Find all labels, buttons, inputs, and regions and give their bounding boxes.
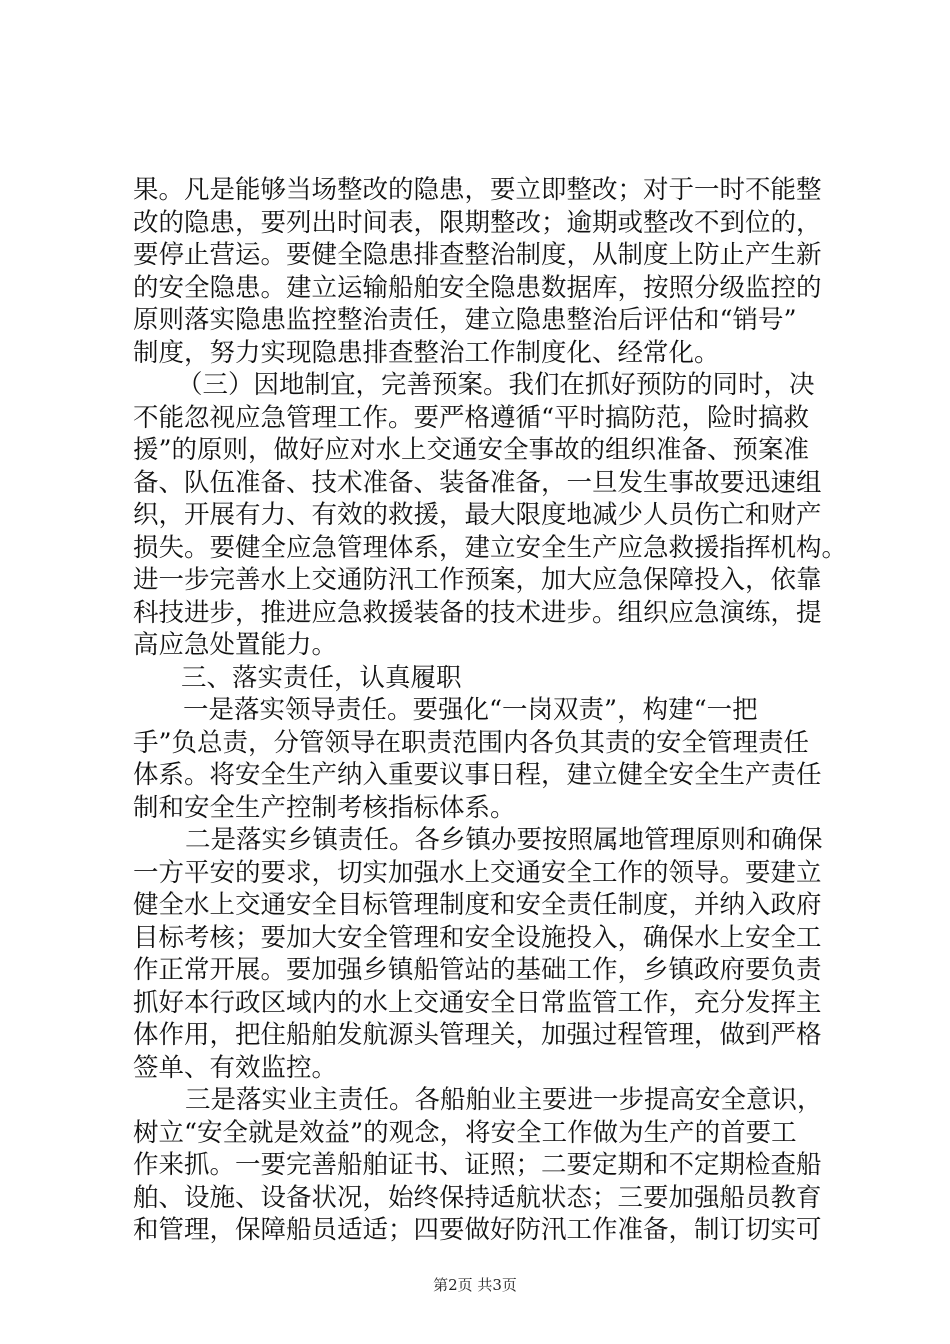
text-line: 科技进步，推进应急救援装备的技术进步。组织应急演练，提 [133,597,822,628]
text-line: 手”负总责，分管领导在职责范围内各负其责的安全管理责任 [133,727,810,758]
text-line: 树立“安全就是效益”的观念，将安全工作做为生产的首要工 [133,1117,797,1148]
text-line: 制度，努力实现隐患排查整治工作制度化、经常化。 [133,337,720,368]
text-line: 改的隐患，要列出时间表，限期整改；逾期或整改不到位的， [133,207,822,238]
text-line: 健全水上交通安全目标管理制度和安全责任制度，并纳入政府 [133,890,822,920]
text-line: （三）因地制宜，完善预案。我们在抓好预防的同时，决 [177,370,815,400]
text-line: 进一步完善水上交通防汛工作预案，加大应急保障投入，依靠 [133,565,822,595]
text-line: 援”的原则，做好应对水上交通安全事故的组织准备、预案准 [133,435,810,465]
text-line: 不能忽视应急管理工作。要严格遵循“平时搞防范，险时搞救 [133,402,810,433]
text-line: 舶、设施、设备状况，始终保持适航状态；三要加强船员教育 [133,1182,822,1213]
text-line: 体系。将安全生产纳入重要议事日程，建立健全安全生产责任 [133,760,822,790]
text-line: 织，开展有力、有效的救援，最大限度地减少人员伤亡和财产 [133,500,822,530]
text-line: 制和安全生产控制考核指标体系。 [133,792,516,823]
text-line: 一方平安的要求，切实加强水上交通安全工作的领导。要建立 [133,857,822,888]
text-line: 的安全隐患。建立运输船舶安全隐患数据库，按照分级监控的 [133,272,822,303]
text-line: 签单、有效监控。 [133,1052,338,1083]
text-line: 作来抓。一要完善船舶证书、证照；二要定期和不定期检查船 [133,1150,822,1180]
section-heading: 三、落实责任，认真履职 [181,662,462,693]
text-line: 目标考核；要加大安全管理和安全设施投入，确保水上安全工 [133,922,822,953]
text-line: 损失。要健全应急管理体系，建立安全生产应急救援指挥机构。 [133,532,848,563]
text-line: 体作用，把住船舶发航源头管理关，加强过程管理，做到严格 [133,1020,822,1050]
text-line: 和管理，保障船员适适；四要做好防汛工作准备，制订切实可 [133,1215,822,1245]
text-line: 高应急处置能力。 [133,630,338,660]
text-line: 作正常开展。要加强乡镇船管站的基础工作，乡镇政府要负责 [133,955,822,985]
text-line: 一是落实领导责任。要强化“一岗双责”，构建“一把 [183,695,758,725]
text-line: 要停止营运。要健全隐患排查整治制度，从制度上防止产生新 [133,240,822,270]
text-line: 原则落实隐患监控整治责任，建立隐患整治后评估和“销号” [133,305,797,335]
text-line: 二是落实乡镇责任。各乡镇办要按照属地管理原则和确保 [185,825,823,855]
page-number-footer: 第2页 共3页 [433,1276,517,1294]
text-line: 果。凡是能够当场整改的隐患，要立即整改；对于一时不能整 [133,175,822,205]
text-line: 三是落实业主责任。各船舶业主要进一步提高安全意识， [185,1085,823,1115]
text-line: 抓好本行政区域内的水上交通安全日常监管工作，充分发挥主 [133,987,822,1018]
text-line: 备、队伍准备、技术准备、装备准备，一旦发生事故要迅速组 [133,467,822,498]
body-text [133,174,848,1247]
